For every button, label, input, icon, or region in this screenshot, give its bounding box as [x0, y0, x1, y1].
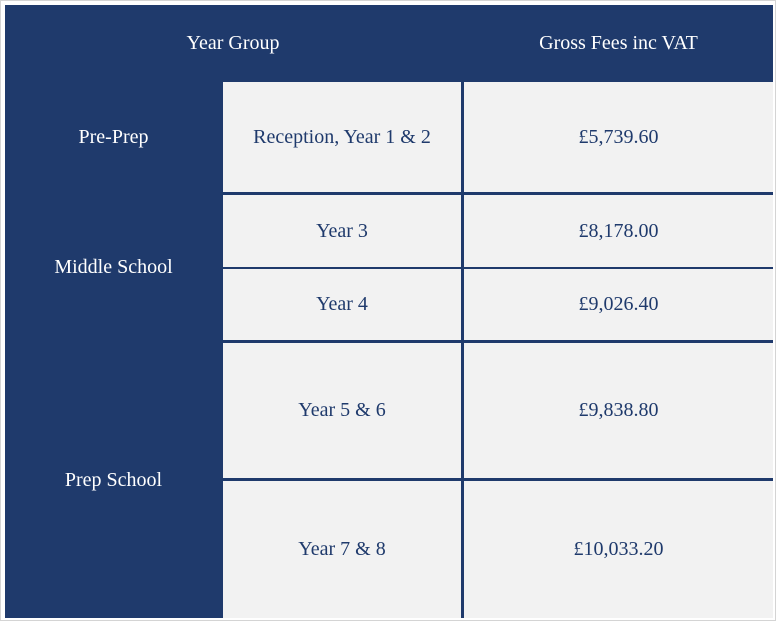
fees-table	[5, 5, 773, 618]
fee-cell: £9,838.80	[464, 343, 773, 478]
year-group-cell: Reception, Year 1 & 2	[223, 82, 461, 192]
category-pre-prep: Pre-Prep	[78, 125, 149, 148]
year-group-cell: Year 4	[223, 269, 461, 340]
header-year-group: Year Group	[186, 32, 280, 54]
fee-cell: £8,178.00	[464, 195, 773, 267]
fee-cell: £5,739.60	[464, 82, 773, 192]
category-middle-school: Middle School	[54, 255, 173, 278]
category-prep-school: Prep School	[64, 468, 163, 491]
header-gross-fees: Gross Fees inc VAT	[539, 32, 698, 54]
year-group-cell: Year 7 & 8	[223, 481, 461, 618]
fee-cell: £10,033.20	[464, 481, 773, 618]
year-group-cell: Year 5 & 6	[223, 343, 461, 478]
fee-cell: £9,026.40	[464, 269, 773, 340]
year-group-cell: Year 3	[223, 195, 461, 267]
